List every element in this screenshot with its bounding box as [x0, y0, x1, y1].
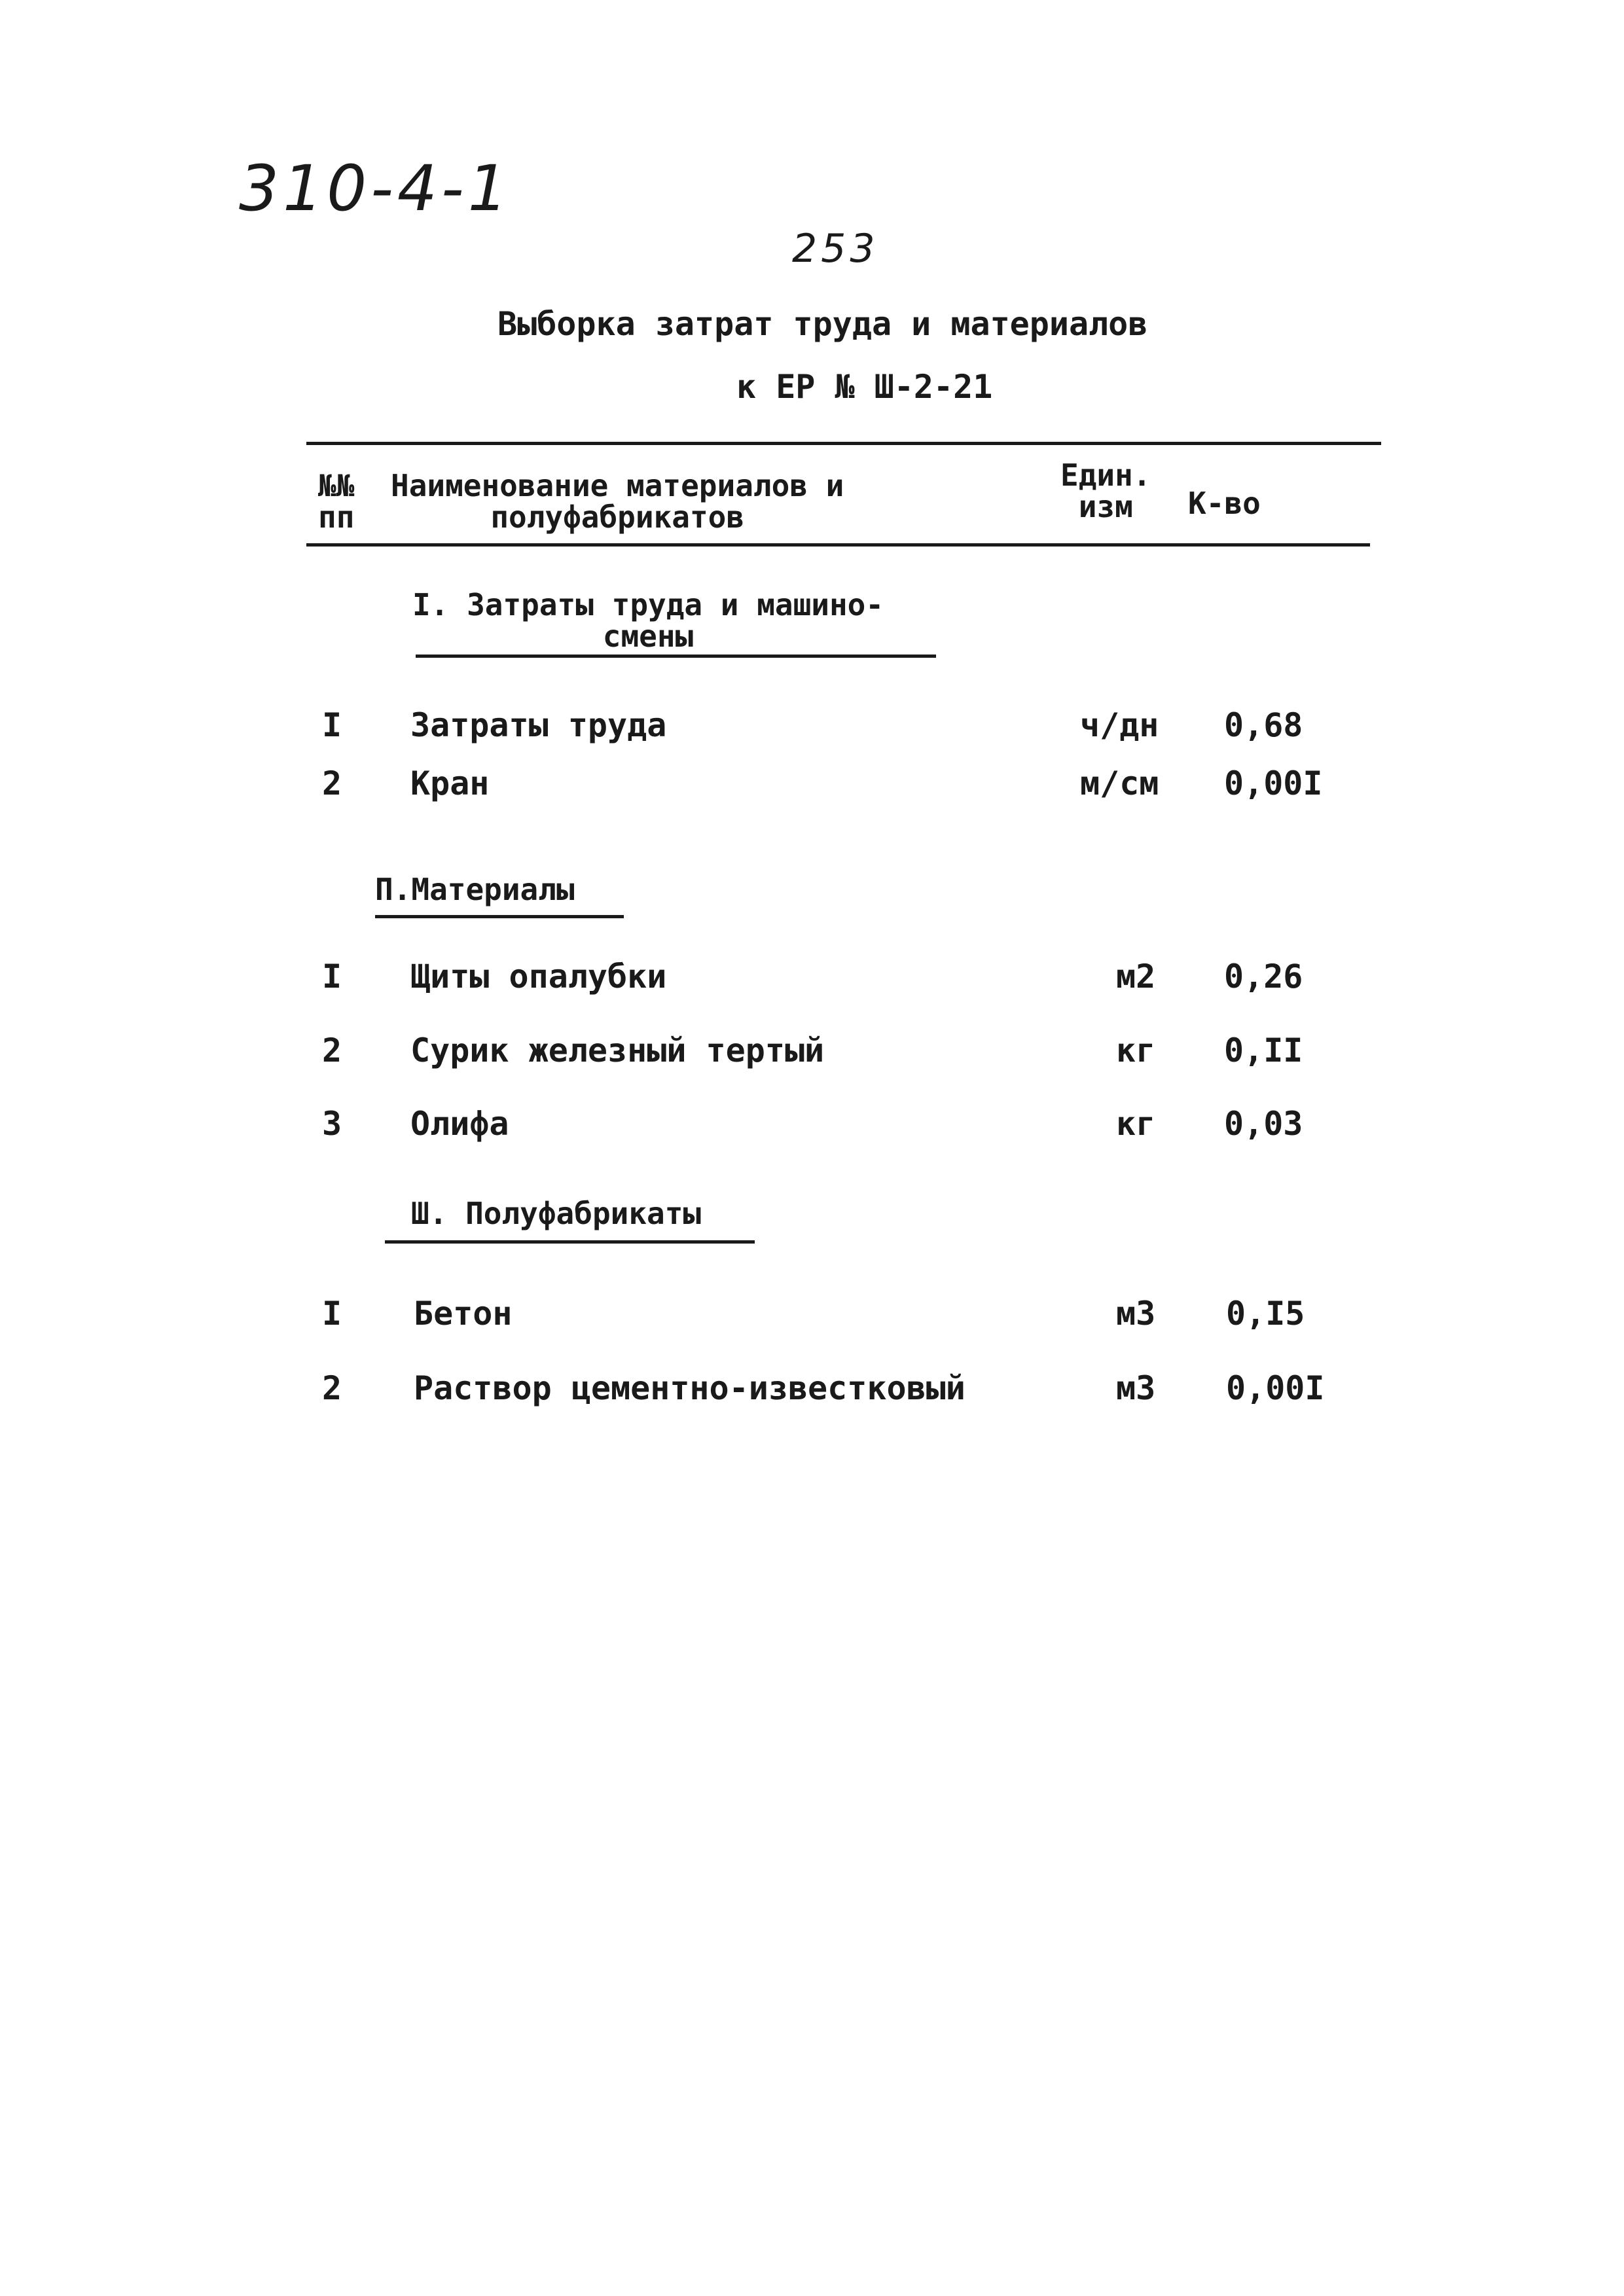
- row-num: 2: [322, 1369, 342, 1407]
- header-bottom-rule: [306, 543, 1370, 547]
- row-name: Затраты труда: [410, 706, 667, 744]
- row-num: 2: [322, 1031, 342, 1069]
- row-num: 2: [322, 764, 342, 802]
- document-code: 310-4-1: [239, 152, 512, 225]
- header-name-line1: Наименование материалов и: [391, 468, 844, 503]
- section-title: П.Материалы: [375, 872, 575, 907]
- row-qty: 0,00I: [1226, 1369, 1325, 1407]
- section-title-line1: I. Затраты труда и машино-: [412, 587, 884, 622]
- section-underline: [385, 1240, 755, 1244]
- header-num: [318, 470, 354, 533]
- row-unit: м3: [1116, 1295, 1156, 1333]
- section-underline: [416, 655, 936, 658]
- row-num: I: [322, 706, 342, 744]
- section-underline: [375, 915, 624, 918]
- document-subtitle: к ЕР № Ш-2-21: [736, 368, 993, 406]
- row-num: I: [322, 958, 342, 996]
- row-unit: м/см: [1080, 764, 1159, 802]
- header-num-line2: пп: [318, 499, 355, 535]
- header-unit: [1060, 459, 1151, 523]
- header-top-rule: [306, 442, 1381, 445]
- row-unit: м3: [1116, 1369, 1156, 1407]
- row-unit: кг: [1116, 1105, 1156, 1143]
- row-qty: 0,68: [1224, 706, 1303, 744]
- row-name: Олифа: [410, 1105, 509, 1143]
- row-unit: м2: [1116, 958, 1156, 996]
- document-title: Выборка затрат труда и материалов: [497, 305, 1148, 343]
- header-name-line2: полуфабрикатов: [490, 499, 745, 535]
- row-name: Раствор цементно-известковый: [414, 1369, 965, 1407]
- row-qty: 0,03: [1224, 1105, 1303, 1143]
- row-qty: 0,II: [1224, 1031, 1303, 1069]
- row-unit: ч/дн: [1080, 706, 1159, 744]
- header-qty: К-во: [1188, 486, 1261, 521]
- row-name: Сурик железный тертый: [410, 1031, 825, 1069]
- row-qty: 0,26: [1224, 958, 1303, 996]
- header-name: [391, 470, 844, 533]
- row-name: Кран: [410, 764, 490, 802]
- row-num: 3: [322, 1105, 342, 1143]
- section-title: [412, 589, 884, 653]
- row-qty: 0,00I: [1224, 764, 1323, 802]
- section-title-line2: смены: [602, 619, 694, 655]
- row-name: Бетон: [414, 1295, 513, 1333]
- row-unit: кг: [1116, 1031, 1156, 1069]
- row-name: Щиты опалубки: [410, 958, 667, 996]
- header-unit-line2: изм: [1078, 489, 1133, 525]
- header-num-line1: №№: [318, 468, 355, 503]
- header-unit-line1: Един.: [1060, 457, 1151, 493]
- page-number: 253: [792, 226, 879, 272]
- section-title: Ш. Полуфабрикаты: [411, 1196, 702, 1231]
- row-qty: 0,I5: [1226, 1295, 1305, 1333]
- row-num: I: [322, 1295, 342, 1333]
